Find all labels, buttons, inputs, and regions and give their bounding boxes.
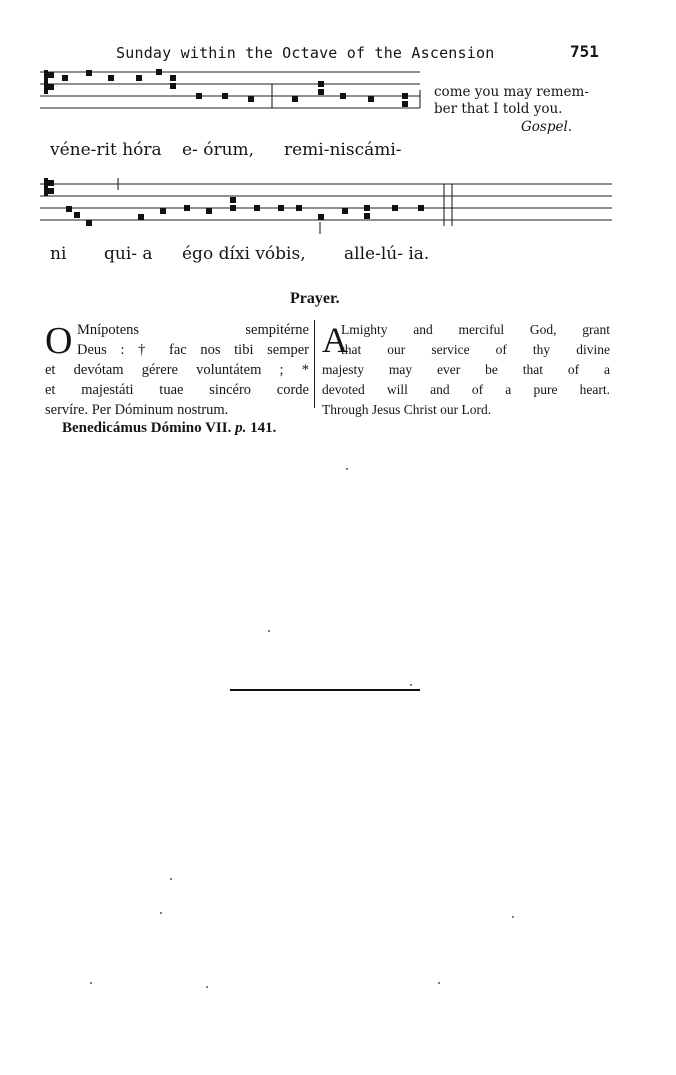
end-rule [230, 689, 420, 691]
staff-lines [40, 72, 420, 108]
print-speck [410, 684, 412, 686]
prayer-latin [45, 320, 309, 420]
prayer-line: Through Jesus Christ our Lord. [322, 402, 492, 417]
chant-staff-2 [40, 178, 620, 240]
drop-cap: A [322, 320, 348, 360]
prayer-line: Deus : † fac nos tibi semper [77, 342, 309, 358]
prayer-line: et majestáti tuae sincéro corde [45, 382, 309, 398]
column-divider [314, 320, 315, 408]
prayer-line: Mnípotens sempitérne [77, 322, 309, 338]
neumes [66, 197, 424, 226]
print-speck [160, 912, 162, 914]
page-ref-number: 141. [250, 420, 277, 436]
syllable: ni [50, 244, 67, 264]
print-speck [170, 878, 172, 880]
chant-lyrics-2 [0, 244, 676, 268]
c-clef [44, 70, 54, 94]
translation-line: ber that I told you. [434, 101, 563, 117]
running-title: Sunday within the Octave of the Ascension [116, 44, 495, 62]
prayer-line: that our service of thy divine [341, 342, 610, 357]
c-clef [44, 178, 54, 196]
prayer-line: servíre. Per Dóminum nostrum. [45, 402, 229, 418]
prayer-line: Lmighty and merciful God, grant [341, 322, 610, 337]
syllable: remi-niscámi- [284, 140, 402, 160]
print-speck [206, 986, 208, 988]
prayer-english [322, 320, 610, 420]
neumes [62, 69, 408, 107]
gospel-label: Gospel. [521, 119, 573, 135]
page-number: 751 [570, 42, 599, 61]
chant-staff-1 [40, 66, 430, 126]
print-speck [90, 982, 92, 984]
syllable: véne-rit hóra [50, 140, 162, 160]
prayer-line: majesty may ever be that of a [322, 362, 610, 377]
print-speck [346, 468, 348, 470]
staff-lines [40, 184, 612, 220]
print-speck [438, 982, 440, 984]
chant-lyrics-1 [0, 140, 676, 164]
drop-cap: O [45, 320, 73, 362]
syllable: alle-lú- ia. [344, 244, 430, 264]
prayer-line: et devótam gérere voluntátem ; * [45, 362, 309, 378]
benedicamus-text: Benedicámus Dómino VII. [62, 420, 232, 436]
print-speck [512, 916, 514, 918]
syllable: e- órum, [182, 140, 255, 160]
page-ref-abbrev: p. [235, 420, 247, 436]
prayer-heading: Prayer. [290, 290, 340, 307]
translation-fragment [434, 84, 614, 118]
print-speck [268, 630, 270, 632]
syllable: qui- a [104, 244, 153, 264]
prayer-line: devoted will and of a pure heart. [322, 382, 610, 397]
translation-line: come you may remem- [434, 84, 589, 100]
syllable: égo díxi vóbis, [182, 244, 306, 264]
benedicamus-reference [62, 420, 276, 437]
